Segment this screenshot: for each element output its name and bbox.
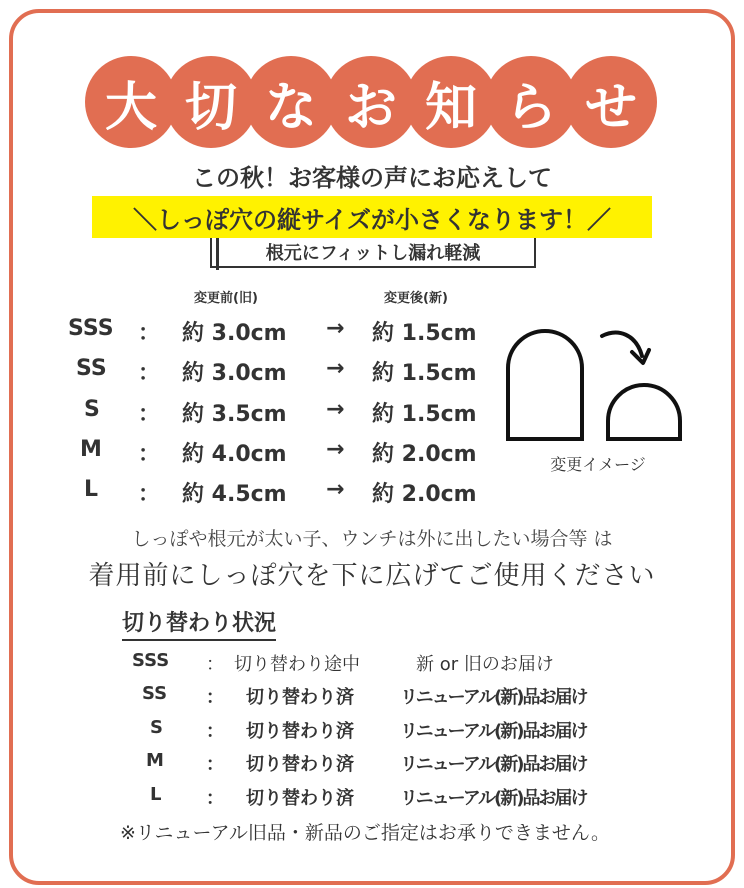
title-char: 切: [165, 56, 257, 148]
status-state: 切り替わり済: [246, 721, 354, 742]
sub-label-text: 根元にフィットし漏れ軽減: [265, 243, 481, 264]
curved-arrow-icon: [596, 326, 656, 370]
size-label: M: [80, 437, 102, 462]
separator: ：: [206, 754, 224, 775]
separator: ：: [206, 788, 224, 809]
size-row: [60, 397, 490, 433]
status-size: SSS: [132, 650, 170, 671]
status-state: 切り替わり済: [246, 788, 354, 809]
size-label: SS: [76, 356, 107, 381]
size-after: 約 1.5cm: [372, 321, 477, 346]
separator: ：: [138, 361, 161, 386]
separator: ：: [138, 482, 161, 507]
sub-label: [210, 238, 536, 268]
size-before: 約 3.0cm: [182, 361, 287, 386]
arrow: →: [326, 356, 345, 381]
size-row: [60, 477, 490, 513]
separator: ：: [138, 402, 161, 427]
subheading: この秋！お客様の声にお応えして: [192, 164, 552, 192]
separator: ：: [206, 687, 224, 708]
sub-label-bar: [216, 238, 219, 270]
highlight-banner: ＼しっぽ穴の縦サイズが小さくなります！／: [92, 196, 652, 238]
status-state: 切り替わり途中: [234, 654, 360, 675]
status-row: [120, 650, 620, 680]
status-size: L: [150, 784, 162, 805]
status-row: [120, 784, 620, 814]
arrow: →: [326, 316, 345, 341]
size-label: S: [84, 397, 100, 422]
separator: ：: [206, 654, 224, 675]
separator: ：: [138, 321, 161, 346]
size-after: 約 2.0cm: [372, 442, 477, 467]
size-row: [60, 356, 490, 392]
title-char: お: [325, 56, 417, 148]
title-char: 大: [85, 56, 177, 148]
size-row: [60, 437, 490, 473]
arrow: →: [326, 477, 345, 502]
notice-title: [85, 56, 659, 148]
status-title: 切り替わり状況: [122, 606, 276, 641]
old-hole-shape: [506, 329, 584, 441]
status-row: [120, 683, 620, 713]
title-char: 知: [405, 56, 497, 148]
status-delivery: リニューアル(新)品お届け: [400, 788, 587, 809]
title-char: せ: [565, 56, 657, 148]
status-delivery: リニューアル(新)品お届け: [400, 754, 587, 775]
size-before: 約 3.0cm: [182, 321, 287, 346]
size-label: L: [84, 477, 99, 502]
status-delivery: リニューアル(新)品お届け: [400, 721, 587, 742]
note-line-2: 着用前にしっぽ穴を下に広げてご使用ください: [88, 561, 656, 591]
separator: ：: [138, 442, 161, 467]
arrow: →: [326, 437, 345, 462]
status-row: [120, 717, 620, 747]
status-size: S: [150, 717, 163, 738]
size-label: SSS: [68, 316, 114, 341]
status-row: [120, 750, 620, 780]
size-after: 約 1.5cm: [372, 361, 477, 386]
status-state: 切り替わり済: [246, 687, 354, 708]
size-before: 約 4.0cm: [182, 442, 287, 467]
size-before: 約 4.5cm: [182, 482, 287, 507]
status-size: SS: [142, 683, 168, 704]
status-size: M: [146, 750, 164, 771]
arrow: →: [326, 397, 345, 422]
footnote: ※リニューアル旧品・新品のご指定はお承りできません。: [120, 822, 610, 844]
size-after: 約 2.0cm: [372, 482, 477, 507]
size-before: 約 3.5cm: [182, 402, 287, 427]
title-char: ら: [485, 56, 577, 148]
column-after-header: 変更後(新): [384, 291, 448, 306]
note-line-1: しっぽや根元が太い子、ウンチは外に出したい場合等 は: [131, 528, 613, 550]
status-state: 切り替わり済: [246, 754, 354, 775]
column-before-header: 変更前(旧): [194, 291, 258, 306]
title-char: な: [245, 56, 337, 148]
status-delivery: リニューアル(新)品お届け: [400, 687, 587, 708]
shape-caption: 変更イメージ: [550, 455, 646, 474]
separator: ：: [206, 721, 224, 742]
status-delivery: 新 or 旧のお届け: [416, 654, 554, 675]
size-row: [60, 316, 490, 352]
size-after: 約 1.5cm: [372, 402, 477, 427]
